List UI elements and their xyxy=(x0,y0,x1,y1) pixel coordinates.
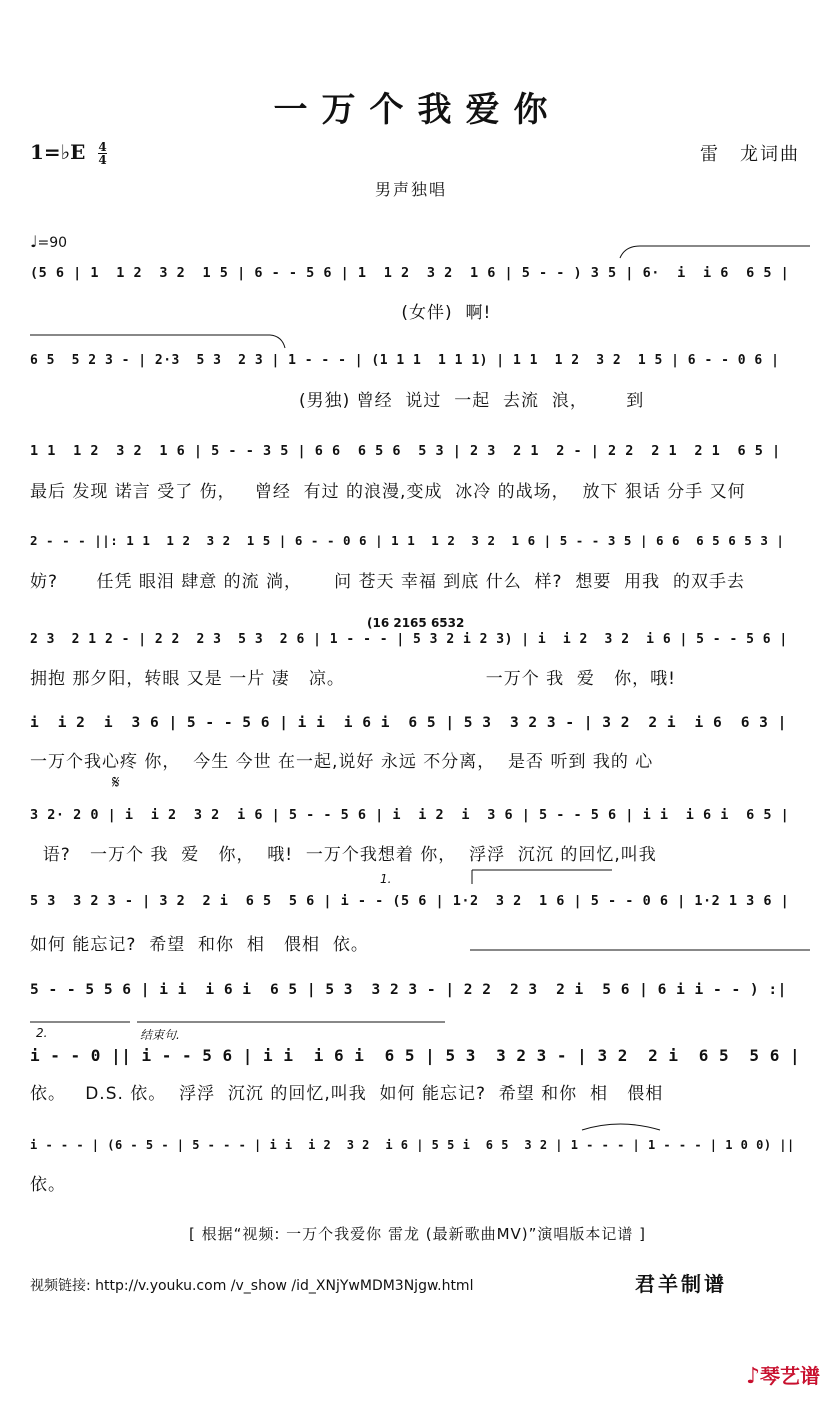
staff-row-2: 6 5 5 2 3 - | 2·3 5 3 2 3 | 1 - - - | (1 1 1 1 1 1) | 1 1 1 2 3 2 1 5 | 6 - - 0 6 | xyxy=(30,353,780,368)
quarter-note-icon: ♩ xyxy=(30,232,38,251)
voice-type: 男声独唱 xyxy=(375,180,448,199)
meter-top: 4 xyxy=(98,140,107,154)
logo-icon: ♪ xyxy=(745,1364,760,1389)
staff-row-5: 2 3 2 1 2 - | 2 2 2 3 5 3 2 6 | 1 - - - | 5 3 2 i 2 3) | i i 2 3 2 i 6 | 5 - - 5 6 | xyxy=(30,632,788,647)
tempo-value: =90 xyxy=(37,235,68,251)
grace-notes: (16 2165 6532 xyxy=(367,616,465,630)
author-credit: 雷 龙词曲 xyxy=(700,144,800,165)
staff-row-9: 5 - - 5 5 6 | i i i 6 i 6 5 | 5 3 3 2 3 - | 2 2 2 3 2 i 5 6 | 6 i i - - ) :| xyxy=(30,982,787,998)
slur-row2 xyxy=(30,335,285,348)
alt1-mark: 1. xyxy=(380,872,392,886)
lyric-row-8: 如何 能忘记? 希望 和你 相 偎相 依。 xyxy=(30,935,369,955)
staff-row-10: i - - 0 || i - - 5 6 | i i i 6 i 6 5 | 5 3 3 2 3 - | 3 2 2 i 6 5 5 6 | xyxy=(30,1046,801,1065)
lyric-row-4: 妨? 任凭 眼泪 肆意 的流 淌， 问 苍天 幸福 到底 什么 样? 想要 用我 的双手去 xyxy=(30,572,745,592)
lyric-row-11: 依。 xyxy=(30,1175,66,1195)
staff-row-8: 5 3 3 2 3 - | 3 2 2 i 6 5 5 6 | i - - (5 6 | 1·2 3 2 1 6 | 5 - - 0 6 | 1·2 1 3 6 | xyxy=(30,893,790,909)
staff-row-3: 1 1 1 2 3 2 1 6 | 5 - - 3 5 | 6 6 6 5 6 5 3 | 2 3 2 1 2 - | 2 2 2 1 2 1 6 5 | xyxy=(30,443,781,459)
site-logo xyxy=(746,1360,820,1389)
meter-bottom: 4 xyxy=(98,153,107,167)
source-note: [ 根据“视频: 一万个我爱你 雷龙 (最新歌曲MV)”演唱版本记谱 ] xyxy=(188,1225,647,1243)
lyric-row-7: 语? 一万个 我 爱 你， 哦! 一万个我想着 你， 浮浮 沉沉 的回忆,叫我 xyxy=(30,845,657,865)
lyric-row-2: (男独) 曾经 说过 一起 去流 浪， 到 xyxy=(30,391,645,411)
staff-row-11: i - - - | (6 - 5 - | 5 - - - | i i i 2 3 2 i 6 | 5 5 i 6 5 3 2 | 1 - - - | 1 - - - | 1 0 0) || xyxy=(30,1138,795,1152)
key-label: 1=♭E xyxy=(30,140,86,164)
lyric-row-10: 依。 D.S. 依。 浮浮 沉沉 的回忆,叫我 如何 能忘记? 希望 和你 相 偎相 xyxy=(30,1084,664,1104)
slur-row1 xyxy=(620,246,810,258)
staff-row-6: i i 2 i 3 6 | 5 - - 5 6 | i i i 6 i 6 5 | 5 3 3 2 3 - | 3 2 2 i i 6 6 3 | xyxy=(30,715,787,731)
staff-row-7: 3 2· 2 0 | i i 2 3 2 i 6 | 5 - - 5 6 | i i 2 i 3 6 | 5 - - 5 6 | i i i 6 i 6 5 | xyxy=(30,807,790,823)
transcriber-signature: 君羊制谱 xyxy=(635,1272,727,1296)
alt2-mark: 2. xyxy=(36,1026,48,1040)
lyric-row-6: 一万个我心疼 你， 今生 今世 在一起,说好 永远 不分离， 是否 听到 我的 心 xyxy=(30,752,654,772)
staff-row-1: (5 6 | 1 1 2 3 2 1 5 | 6 - - 5 6 | 1 1 2 3 2 1 6 | 5 - - ) 3 5 | 6· i i 6 6 5 | xyxy=(30,265,790,281)
staff-row-4: 2 - - - ||: 1 1 1 2 3 2 1 5 | 6 - - 0 6 | 1 1 1 2 3 2 1 6 | 5 - - 3 5 | 6 6 6 5 6 5 3 | xyxy=(30,533,785,548)
lyric-row-1: (女伴) 啊! xyxy=(30,303,492,323)
logo-text: 琴艺谱 xyxy=(760,1364,820,1388)
segno-mark: 𝄋 xyxy=(112,772,120,793)
lyric-row-5: 拥抱 那夕阳，转眼 又是 一片 凄 凉。 一万个 我 爱 你，哦! xyxy=(30,669,676,689)
ending-mark: 结束句. xyxy=(140,1028,180,1042)
slur-final xyxy=(582,1124,660,1130)
page-title: 一万个我爱你 xyxy=(273,90,562,130)
video-link[interactable]: 视频链接: http://v.youku.com /v_show /id_XNjYwMDM3Njgw.html xyxy=(30,1278,474,1294)
lyric-row-3: 最后 发现 诺言 受了 伤， 曾经 有过 的浪漫,变成 冰冷 的战场， 放下 狠话 分手 又何 xyxy=(30,482,746,502)
